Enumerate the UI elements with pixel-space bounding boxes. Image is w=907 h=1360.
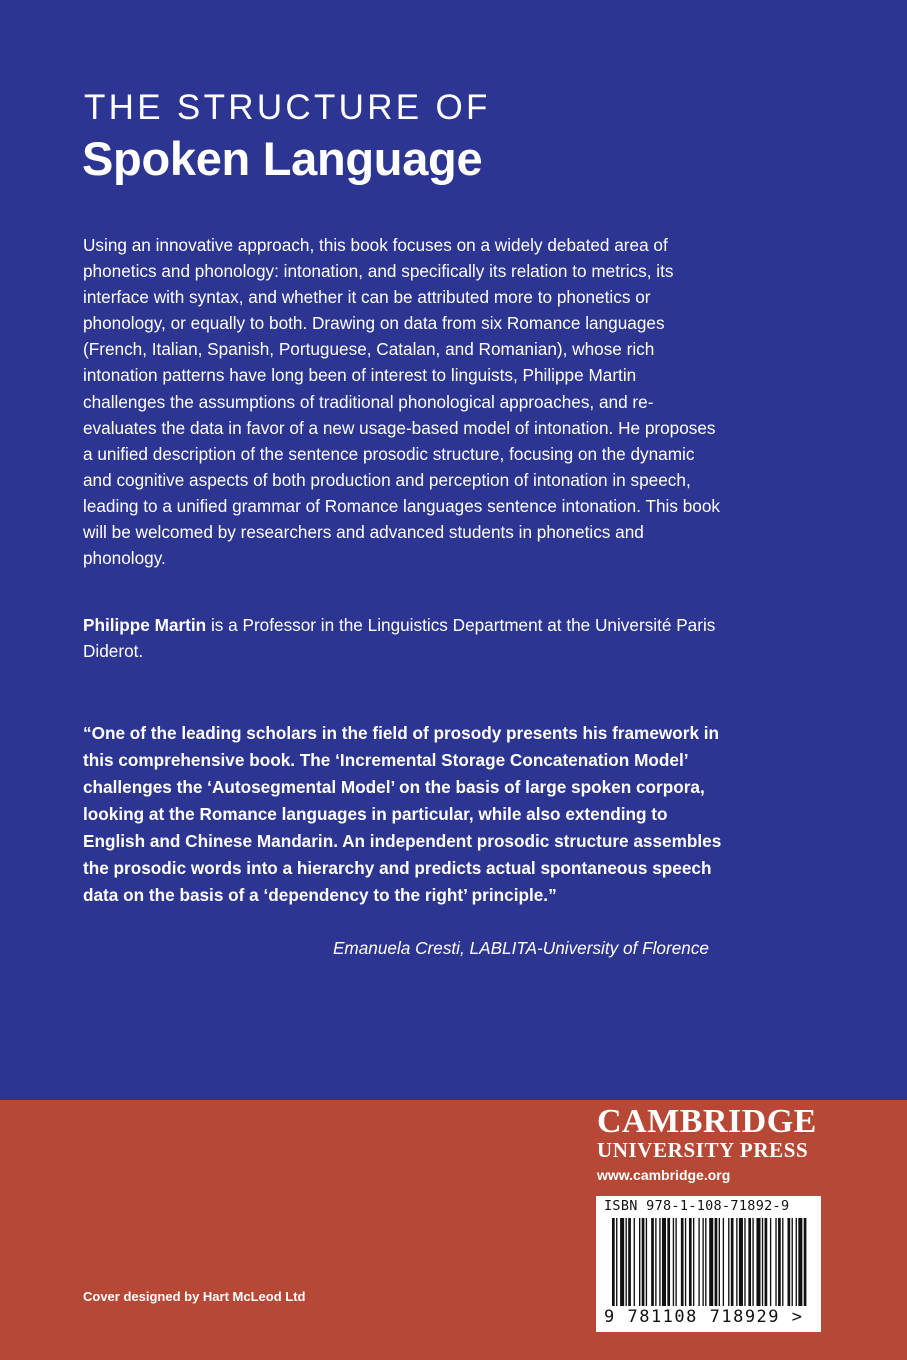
- author-name: Philippe Martin: [83, 615, 207, 635]
- title-line-2: Spoken Language: [82, 132, 483, 185]
- ean-digits: 9 781108 718929 >: [604, 1307, 804, 1327]
- cover-credit: Cover designed by Hart McLeod Ltd: [83, 1289, 306, 1304]
- author-bio-text: is a Professor in the Linguistics Department at the Université Paris Diderot.: [83, 615, 716, 662]
- book-description: Using an innovative approach, this book focuses on a widely debated area of phonetics and phonology: intonation, and specifically its relation to metrics, its interface with syntax, and whether it can be attributed more to phonetics or phonology, or equally to both. Drawing on data from six Romance languages (French, Italian, Spanish, Portuguese, Catalan, and Romanian), whose rich intonation patterns have long been of interest to linguists, Philippe Martin challenges the assumptions of traditional phonological approaches, and re-evaluates the data in favor of a new usage-based model of intonation. He proposes a unified description of the sentence prosodic structure, focusing on the dynamic and cognitive aspects of both production and perception of intonation in speech, leading to a unified grammar of Romance languages sentence intonation. This book will be welcomed by researchers and advanced students in phonetics and phonology.: [83, 235, 720, 569]
- publisher-logo: [597, 1104, 817, 1183]
- publisher-url: www.cambridge.org: [597, 1167, 731, 1183]
- review-quote: “One of the leading scholars in the field of prosody presents his framework in this comprehensive book. The ‘Incremental Storage Concatenation Model’ challenges the ‘Autosegmental Model’ on the basis of large spoken corpora, looking at the Romance languages in particular, while also extending to English and Chinese Mandarin. An independent prosodic structure assembles the prosodic words into a hierarchy and predicts actual spontaneous speech data on the basis of a ‘dependency to the right’ principle.”: [83, 723, 722, 905]
- barcode-block: [596, 1196, 821, 1332]
- publisher-name: CAMBRIDGE: [597, 1103, 817, 1140]
- quote-attribution: Emanuela Cresti, LABLITA-University of Florence: [332, 938, 709, 958]
- publisher-subtitle: UNIVERSITY PRESS: [597, 1138, 809, 1162]
- title-line-1: THE STRUCTURE OF: [84, 88, 491, 127]
- author-bio: [83, 612, 723, 664]
- barcode-icon: [596, 1218, 821, 1310]
- isbn-label: ISBN 978-1-108-71892-9: [604, 1198, 790, 1214]
